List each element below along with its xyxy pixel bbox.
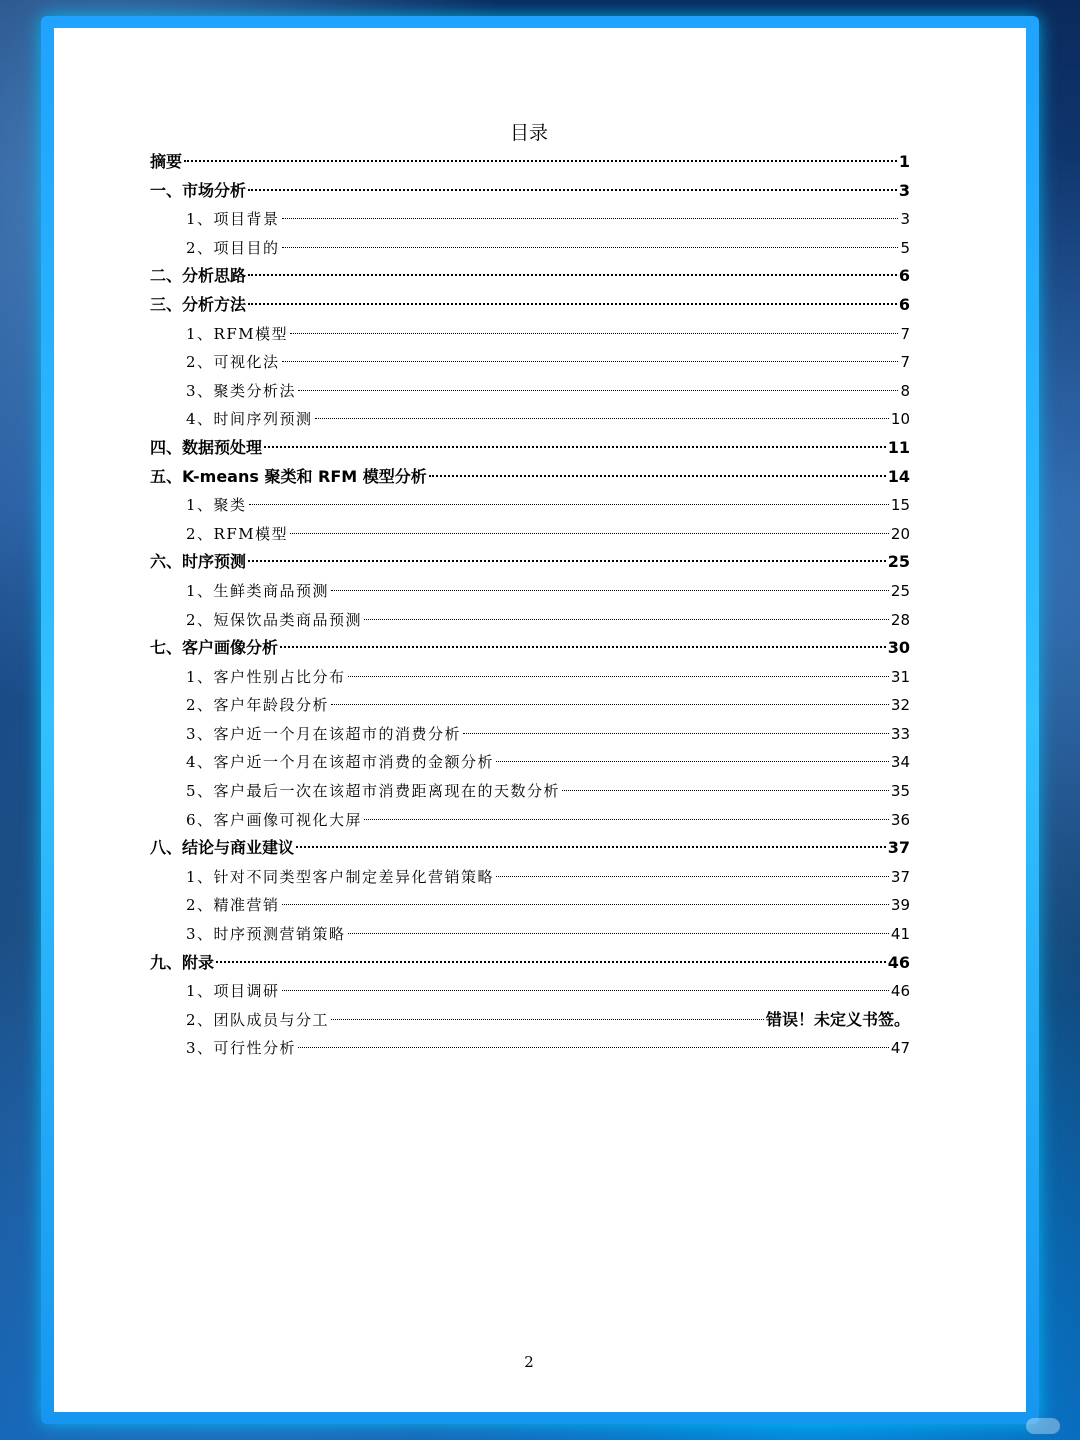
toc-entry-page: 5 bbox=[900, 238, 910, 257]
toc-entry-label: 九、附录 bbox=[150, 952, 215, 972]
toc-entry-section[interactable] bbox=[150, 1034, 910, 1063]
dot-leader bbox=[348, 933, 889, 934]
toc-entry-page: 3 bbox=[900, 210, 910, 229]
toc-entry-page: 31 bbox=[890, 667, 910, 686]
toc-entry-section[interactable] bbox=[150, 748, 910, 777]
toc-entry-label: 1、客户性别占比分布 bbox=[186, 667, 346, 686]
toc-entry-page: 7 bbox=[900, 324, 910, 343]
toc-entry-section[interactable] bbox=[150, 891, 910, 920]
toc-entry-page: 25 bbox=[887, 552, 910, 572]
dot-leader bbox=[248, 274, 897, 276]
toc-entry-label: 6、客户画像可视化大屏 bbox=[186, 810, 363, 829]
toc-entry-section[interactable] bbox=[150, 577, 910, 606]
toc-entry-label: 1、项目调研 bbox=[186, 982, 280, 1001]
dot-leader bbox=[331, 704, 889, 705]
toc-entry-page: 33 bbox=[890, 724, 910, 743]
toc-entry-page: 6 bbox=[898, 266, 910, 286]
toc-entry-label: 3、聚类分析法 bbox=[186, 381, 297, 400]
toc-entry-page: 41 bbox=[890, 925, 910, 944]
toc-entry-page: 36 bbox=[890, 810, 910, 829]
toc-entry-page: 28 bbox=[890, 610, 910, 629]
toc-entry-section[interactable] bbox=[150, 405, 910, 434]
dot-leader bbox=[280, 646, 886, 648]
dot-leader bbox=[282, 904, 889, 905]
toc-entry-label: 3、时序预测营销策略 bbox=[186, 925, 346, 944]
toc-entry-page: 14 bbox=[887, 466, 910, 486]
table-of-contents bbox=[150, 148, 910, 1063]
toc-entry-section[interactable] bbox=[150, 1006, 910, 1035]
toc-entry-section[interactable] bbox=[150, 320, 910, 349]
toc-entry-section[interactable] bbox=[150, 520, 910, 549]
dot-leader bbox=[496, 761, 889, 762]
toc-entry-chapter[interactable] bbox=[150, 148, 910, 177]
dot-leader bbox=[315, 418, 889, 419]
toc-entry-page: 39 bbox=[890, 896, 910, 915]
toc-entry-section[interactable] bbox=[150, 863, 910, 892]
dot-leader bbox=[296, 846, 886, 848]
toc-entry-label: 1、生鲜类商品预测 bbox=[186, 581, 330, 600]
dot-leader bbox=[429, 475, 886, 477]
dot-leader bbox=[290, 533, 889, 534]
dot-leader bbox=[298, 1047, 889, 1048]
toc-entry-page: 6 bbox=[898, 294, 910, 314]
toc-entry-label: 2、RFM模型 bbox=[186, 524, 289, 543]
dot-leader bbox=[348, 676, 889, 677]
toc-entry-section[interactable] bbox=[150, 720, 910, 749]
dot-leader bbox=[290, 333, 898, 334]
dot-leader bbox=[463, 733, 889, 734]
page-number: 2 bbox=[524, 1353, 534, 1371]
toc-entry-chapter[interactable] bbox=[150, 548, 910, 577]
toc-entry-page: 20 bbox=[890, 524, 910, 543]
toc-entry-page: 35 bbox=[890, 782, 910, 801]
toc-entry-section[interactable] bbox=[150, 606, 910, 635]
toc-entry-section[interactable] bbox=[150, 920, 910, 949]
toc-entry-chapter[interactable] bbox=[150, 949, 910, 978]
dot-leader bbox=[249, 504, 889, 505]
toc-entry-chapter[interactable] bbox=[150, 463, 910, 492]
toc-entry-label: 3、客户近一个月在该超市的消费分析 bbox=[186, 724, 462, 743]
toc-entry-section[interactable] bbox=[150, 205, 910, 234]
dot-leader bbox=[298, 390, 898, 391]
toc-title: 目录 bbox=[509, 122, 548, 144]
toc-entry-label: 1、聚类 bbox=[186, 496, 247, 515]
toc-entry-page: 34 bbox=[890, 753, 910, 772]
toc-entry-label: 六、时序预测 bbox=[150, 552, 247, 572]
toc-entry-label: 1、针对不同类型客户制定差异化营销策略 bbox=[186, 867, 495, 886]
dot-leader bbox=[562, 790, 889, 791]
toc-entry-label: 八、结论与商业建议 bbox=[150, 838, 295, 858]
toc-entry-label: 七、客户画像分析 bbox=[150, 638, 279, 658]
toc-entry-page: 46 bbox=[890, 982, 910, 1001]
toc-entry-page: 错误！未定义书签。 bbox=[765, 1009, 910, 1029]
toc-entry-page: 10 bbox=[890, 410, 910, 429]
dot-leader bbox=[282, 218, 899, 219]
toc-entry-section[interactable] bbox=[150, 663, 910, 692]
dot-leader bbox=[331, 590, 889, 591]
toc-entry-label: 一、市场分析 bbox=[150, 180, 247, 200]
dot-leader bbox=[248, 303, 897, 305]
dot-leader bbox=[248, 560, 886, 562]
toc-entry-section[interactable] bbox=[150, 491, 910, 520]
toc-entry-page: 25 bbox=[890, 581, 910, 600]
toc-entry-label: 2、团队成员与分工 bbox=[186, 1010, 330, 1029]
toc-entry-label: 2、项目目的 bbox=[186, 238, 280, 257]
dot-leader bbox=[496, 876, 889, 877]
dot-leader bbox=[282, 361, 899, 362]
toc-entry-label: 2、可视化法 bbox=[186, 353, 280, 372]
toc-entry-section[interactable] bbox=[150, 806, 910, 835]
dot-leader bbox=[216, 961, 886, 963]
toc-entry-label: 2、短保饮品类商品预测 bbox=[186, 610, 363, 629]
toc-entry-label: 4、时间序列预测 bbox=[186, 410, 313, 429]
dot-leader bbox=[331, 1019, 764, 1020]
toc-entry-section[interactable] bbox=[150, 234, 910, 263]
toc-entry-section[interactable] bbox=[150, 348, 910, 377]
dot-leader bbox=[264, 446, 886, 448]
toc-entry-page: 11 bbox=[887, 437, 910, 457]
toc-entry-chapter[interactable] bbox=[150, 291, 910, 320]
toc-entry-page: 7 bbox=[900, 353, 910, 372]
toc-entry-page: 3 bbox=[898, 180, 910, 200]
toc-entry-chapter[interactable] bbox=[150, 834, 910, 863]
toc-entry-page: 37 bbox=[890, 867, 910, 886]
toc-entry-chapter[interactable] bbox=[150, 177, 910, 206]
toc-entry-label: 二、分析思路 bbox=[150, 266, 247, 286]
toc-entry-chapter[interactable] bbox=[150, 634, 910, 663]
dot-leader bbox=[248, 189, 897, 191]
toc-entry-label: 摘要 bbox=[150, 152, 183, 171]
toc-entry-page: 32 bbox=[890, 696, 910, 715]
toc-entry-label: 2、客户年龄段分析 bbox=[186, 696, 330, 715]
dot-leader bbox=[282, 247, 899, 248]
dot-leader bbox=[364, 619, 889, 620]
dot-leader bbox=[282, 990, 889, 991]
toc-entry-page: 47 bbox=[890, 1039, 910, 1058]
toc-entry-page: 15 bbox=[890, 496, 910, 515]
toc-entry-section[interactable] bbox=[150, 377, 910, 406]
dot-leader bbox=[184, 160, 897, 162]
toc-entry-label: 四、数据预处理 bbox=[150, 437, 263, 457]
toc-entry-page: 1 bbox=[898, 152, 910, 171]
toc-entry-section[interactable] bbox=[150, 977, 910, 1006]
toc-entry-label: 五、K-means 聚类和 RFM 模型分析 bbox=[150, 466, 427, 486]
toc-entry-label: 5、客户最后一次在该超市消费距离现在的天数分析 bbox=[186, 782, 561, 801]
toc-entry-page: 46 bbox=[887, 952, 910, 972]
toc-entry-chapter[interactable] bbox=[150, 434, 910, 463]
toc-entry-section[interactable] bbox=[150, 777, 910, 806]
toc-entry-chapter[interactable] bbox=[150, 262, 910, 291]
toc-entry-label: 1、RFM模型 bbox=[186, 324, 289, 343]
toc-entry-page: 37 bbox=[887, 838, 910, 858]
toc-entry-page: 30 bbox=[887, 638, 910, 658]
toc-entry-label: 3、可行性分析 bbox=[186, 1039, 297, 1058]
dot-leader bbox=[364, 819, 889, 820]
toc-entry-label: 2、精准营销 bbox=[186, 896, 280, 915]
watermark-logo bbox=[1026, 1418, 1060, 1434]
toc-entry-section[interactable] bbox=[150, 691, 910, 720]
toc-entry-label: 4、客户近一个月在该超市消费的金额分析 bbox=[186, 753, 495, 772]
toc-entry-label: 三、分析方法 bbox=[150, 294, 247, 314]
toc-entry-page: 8 bbox=[900, 381, 910, 400]
toc-entry-label: 1、项目背景 bbox=[186, 210, 280, 229]
